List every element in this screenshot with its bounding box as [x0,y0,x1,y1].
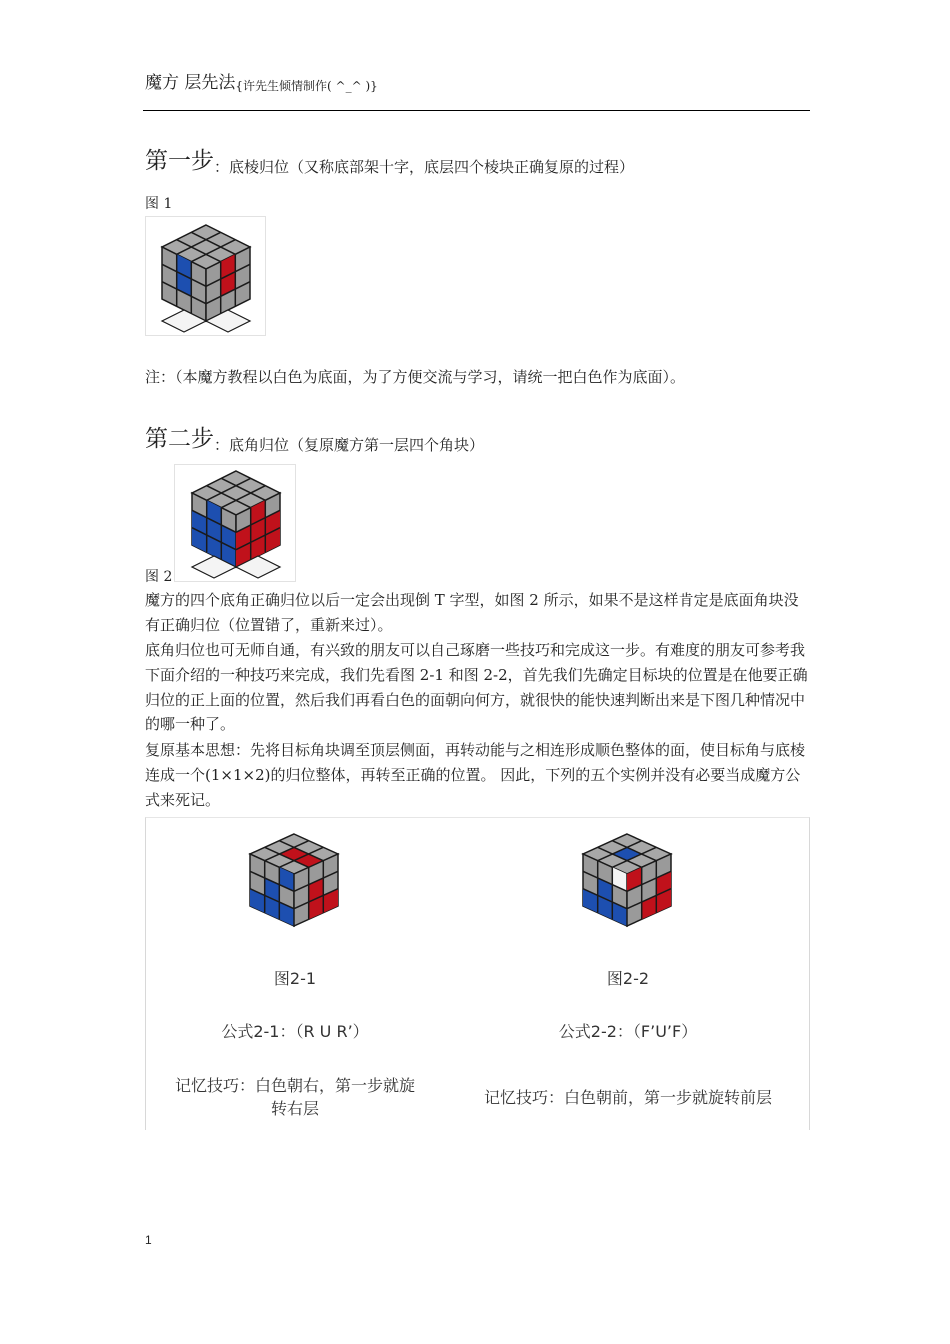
example-2-2-formula: 公式2-2：（F’U’F） [558,1022,698,1041]
step2-heading [145,420,484,453]
step1-subtitle: ：底棱归位（又称底部架十字，底层四个棱块正确复原的过程） [214,158,635,176]
step2-heading-text: 第二步 [145,426,214,452]
example-2-2-tip-line1: 记忆技巧：白色朝前，第一步就旋转前层 [483,1088,772,1107]
header-divider [143,110,810,111]
page-number: 1 [145,1233,152,1247]
step2-paragraph-1: 魔方的四个底角正确归位以后一定会出现倒 T 字型，如图 2 所示，如果不是这样肯定是底面角块没有正确归位（位置错了，重新来过）。 [145,591,799,634]
rubiks-cube-icon [244,830,344,930]
rubiks-cube-icon [175,465,297,583]
figure1-label: 图 1 [145,196,173,212]
figure1-image [145,216,266,336]
figure2-label: 图 2 [145,569,173,585]
step2-subtitle: ：底角归位（复原魔方第一层四个角块） [214,436,485,454]
step2-paragraph-2: 底角归位也可无师自通，有兴致的朋友可以自己琢磨一些技巧和完成这一步。有难度的朋友可参考我下面介绍的一种技巧来完成，我们先看图 2-1 和图 2-2，首先我们先确定目标块的位置是在他要正确归位的正上面的位置，然后我们再看白色的面朝向何方，就很快的能快速判断出来是下图几种情况中的哪一种了。 [145,641,808,734]
example-2-1-image [244,830,344,930]
example-2-2-image [577,830,677,930]
step1-heading [145,142,634,175]
document-header-title [145,68,378,93]
example-2-1-tip-line1: 记忆技巧：白色朝右，第一步就旋 [174,1076,415,1095]
example-2-1-tip-line2: 转右层 [270,1099,319,1118]
step1-heading-text: 第一步 [145,148,214,174]
header-title-main: 魔方 层先法 [145,73,236,93]
step1-note: 注：（本魔方教程以白色为底面，为了方便交流与学习，请统一把白色作为底面）。 [145,368,686,386]
example-2-1-formula: 公式2-1：（R U R’） [221,1022,369,1041]
rubiks-cube-icon [146,217,267,337]
step2-paragraph-3: 复原基本思想：先将目标角块调至顶层侧面，再转动能与之相连形成顺色整体的面，使目标角与底棱连成一个(1×1×2)的归位整体，再转至正确的位置。 因此，下列的五个实例并没有必要当成魔方公式来死记。 [145,741,806,809]
header-title-sub: {许先生倾情制作( ^_^ )} [235,79,378,93]
example-2-2-label: 图2-2 [606,969,650,988]
rubiks-cube-icon [577,830,677,930]
figure2-image [174,464,296,582]
example-2-1-label: 图2-1 [273,969,317,988]
